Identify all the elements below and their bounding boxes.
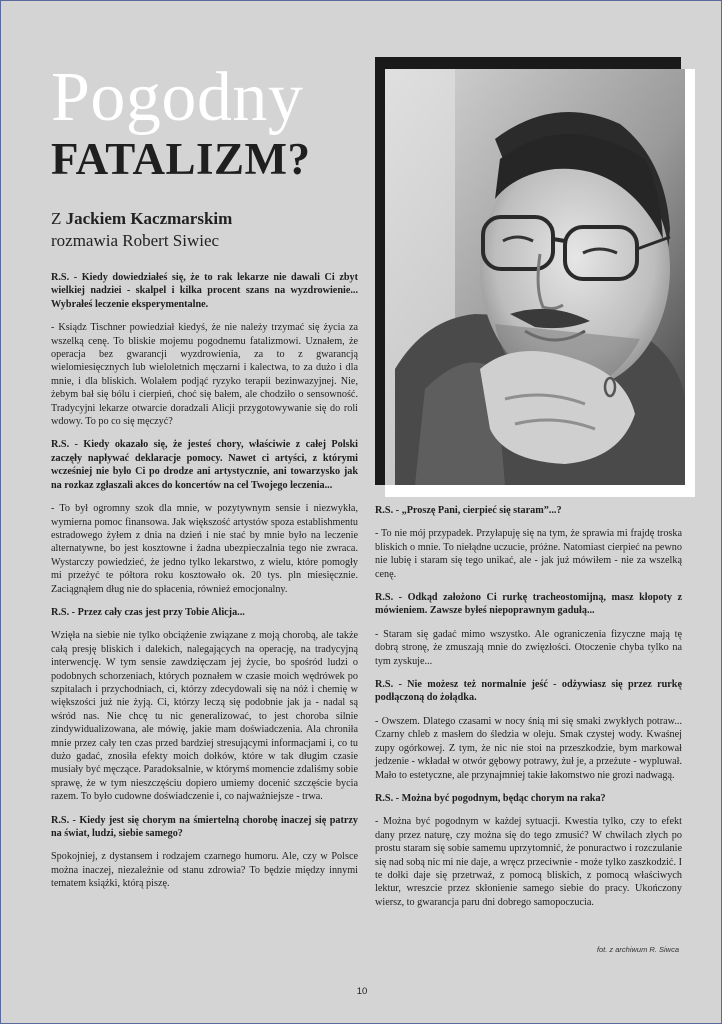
question-paragraph: R.S. - Kiedy okazało się, że jesteś chory, właściwie z całej Polski zaczęły napływać deklaracje pomocy. Nawet ci artyści, z którymi wcześniej nie było Ci po drodze ani artystycznie, ani towarzysko jak na rozkaz zgłaszali akces do koncertów na cel Twojego leczenia... <box>51 439 358 491</box>
question-paragraph: R.S. - Kiedy dowiedziałeś się, że to rak lekarze nie dawali Ci zbyt wielkiej nadziei - skalpel i kilka procent szans na wyzdrowienie... Wybrałeś leczenie eksperymentalne. <box>51 272 358 310</box>
question-paragraph: R.S. - Nie możesz też normalnie jeść - odżywiasz się przez rurkę podłączoną do żołądka. <box>375 679 682 704</box>
question-paragraph: R.S. - Przez cały czas jest przy Tobie Alicja... <box>51 606 245 618</box>
answer-paragraph: - Ksiądz Tischner powiedział kiedyś, że nie należy trzymać się życia za wszelką cenę. To bliskie mojemu pogodnemu fatalizmowi. Uznałem, że operacja bez gwarancji wyzdrowienia, za to z gwarancją wielomiesięcznych lub wieloletnich męczarni i kalectwa, to za dużo i dla mnie, i dla bliskich. Wolałem podjąć ryzyko terapii bezinwazyjnej. Nie, żebym bał się bólu i cierpień, choć się bałem, ale chodziło o sensowność. Tradycyjni lekarze otwarcie doradzali Alicji przygotowywanie się do roli wdowy. To po co się męczyć? <box>51 322 358 428</box>
answer-paragraph: Spokojniej, z dystansem i rodzajem czarnego humoru. Ale, czy w Polsce można inaczej, niezależnie od stanu zdrowia? To będzie między innymi tematem książki, którą piszę. <box>51 851 358 890</box>
page-number: 10 <box>356 986 368 997</box>
answer-paragraph: - Owszem. Dlatego czasami w nocy śnią mi się smaki zwykłych potraw... Czarny chleb z masłem do śledzia w oleju. Smak czystej wody. Kwaśnej zupy ogórkowej. Z tym, że nic nie stoi na przeszkodzie, bym markował jedzenie - wkładał w otwór gębowy potrawy, żuł je, a przeżute - wypluwał. Mało to estetyczne, ale przynajmniej takie łakomstwo nie grozi nadwagą. <box>375 715 682 781</box>
byline-line-1 <box>51 208 361 230</box>
byline-line-2: rozmawia Robert Siwiec <box>51 231 220 250</box>
answer-paragraph: - Staram się gadać mimo wszystko. Ale ograniczenia fizyczne mają tę dobrą stronę, że zmuszają mnie do zwięzłości. Otoczenie chyba tylko na tym zyskuje... <box>375 628 682 667</box>
answer-paragraph: Wzięła na siebie nie tylko obciążenie związane z moją chorobą, ale także całą presję bliskich i dalekich, nalegających na operację, na tradycyjną interwencję. W tym sensie zawdzięczam jej życie, bo spośród ludzi o podobnych schorzeniach, których poznałem w czasie moich wędrówek po szpitalach i przychodniach, ci, którzy zdecydowali się na nóż i chemię w większości już nie żyją. Ci, którzy leczą się podobnie jak ja - nadal są wśród nas. Nie chcę tu nic generalizować, to jest choroba silnie zindywidualizowana, ale mówię, jakie mam doświadczenia. Ala chroniła mnie przez cały ten czas przed bardziej stresującymi informacjami i, co tu dużo gadać, znosiła efekty moich dołków, które w tak długim czasie musiały być męczące. Paradoksalnie, w którymś momencie zdaliśmy sobie sprawę, że w tym nieszczęściu dopiero umiemy docenić szczęście bycia razem. To było cudowne doświadczenie i, co najważniejsze - trwa. <box>51 630 358 803</box>
answer-paragraph: - To nie mój przypadek. Przyłapuję się na tym, że sprawia mi frajdę troska bliskich o mnie. To niełądne uczucie, próżne. Natomiast cierpieć na pewno nie lubię i staram się tego unikać, ale - jak już mówiłem - nie za wszelką cenę. <box>375 528 682 580</box>
question-paragraph: R.S. - Odkąd założono Ci rurkę tracheostomijną, masz kłopoty z mówieniem. Zawsze byłeś niepoprawnym gadułą... <box>375 592 682 617</box>
byline-prefix: Z <box>51 209 66 228</box>
headline-top: Pogodny <box>51 59 304 136</box>
interview-byline <box>51 208 361 252</box>
portrait-photo <box>385 69 695 497</box>
left-column <box>51 271 358 901</box>
question-paragraph: R.S. - Można być pogodnym, będąc chorym na raka? <box>375 792 606 804</box>
answer-paragraph: - Można być pogodnym w każdej sytuacji. Kwestia tylko, czy to efekt dany przez naturę, czy można się do tego zmusić? W chwilach złych po prostu staram się sobie samemu uprzytomnić, że ponuractwo i rozczulanie się nad sobą nic mi nie daje, a wręcz przeciwnie - może tylko zaszkodzić. I te dołki daje się przetrważ, z pomocą bliskich, z pomocą właściwych lektur, wreszcie przez skłonienie samego siebie do pracy. Ukończony wiersz, to gwarancja paru dni dobrego samopoczucia. <box>375 816 682 908</box>
right-column <box>375 504 682 919</box>
question-paragraph: R.S. - „Proszę Pani, cierpieć się staram”...? <box>375 505 562 516</box>
headline-bottom: FATALIZM? <box>51 134 311 184</box>
answer-paragraph: - To był ogromny szok dla mnie, w pozytywnym sensie i niezwykła, wymierna pomoc finansowa. Jak większość artystów spoza establishmentu estradowego żyłem z dnia na dzień i nie stać by mnie było na leczenie alternatywne, bo jest kosztowne i żadna ubezpieczalnia tego nie zwraca. Wystarczy powiedzieć, że jedno tylko lekarstwo, z wielu, które pomogły mi przeżyć te półtora roku kosztowało ok. 20 tys. pln miesięcznie. Zaciągnąłem dług nie do spłacenia, również emocjonalny. <box>51 503 358 595</box>
interviewee-name: Jackiem Kaczmarskim <box>65 209 233 228</box>
photo-credit: fot. z archiwum R. Siwca <box>596 945 679 954</box>
portrait-image <box>385 69 685 485</box>
question-paragraph: R.S. - Kiedy jest się chorym na śmiertelną chorobę inaczej się patrzy na świat, ludzi, siebie samego? <box>51 814 358 840</box>
